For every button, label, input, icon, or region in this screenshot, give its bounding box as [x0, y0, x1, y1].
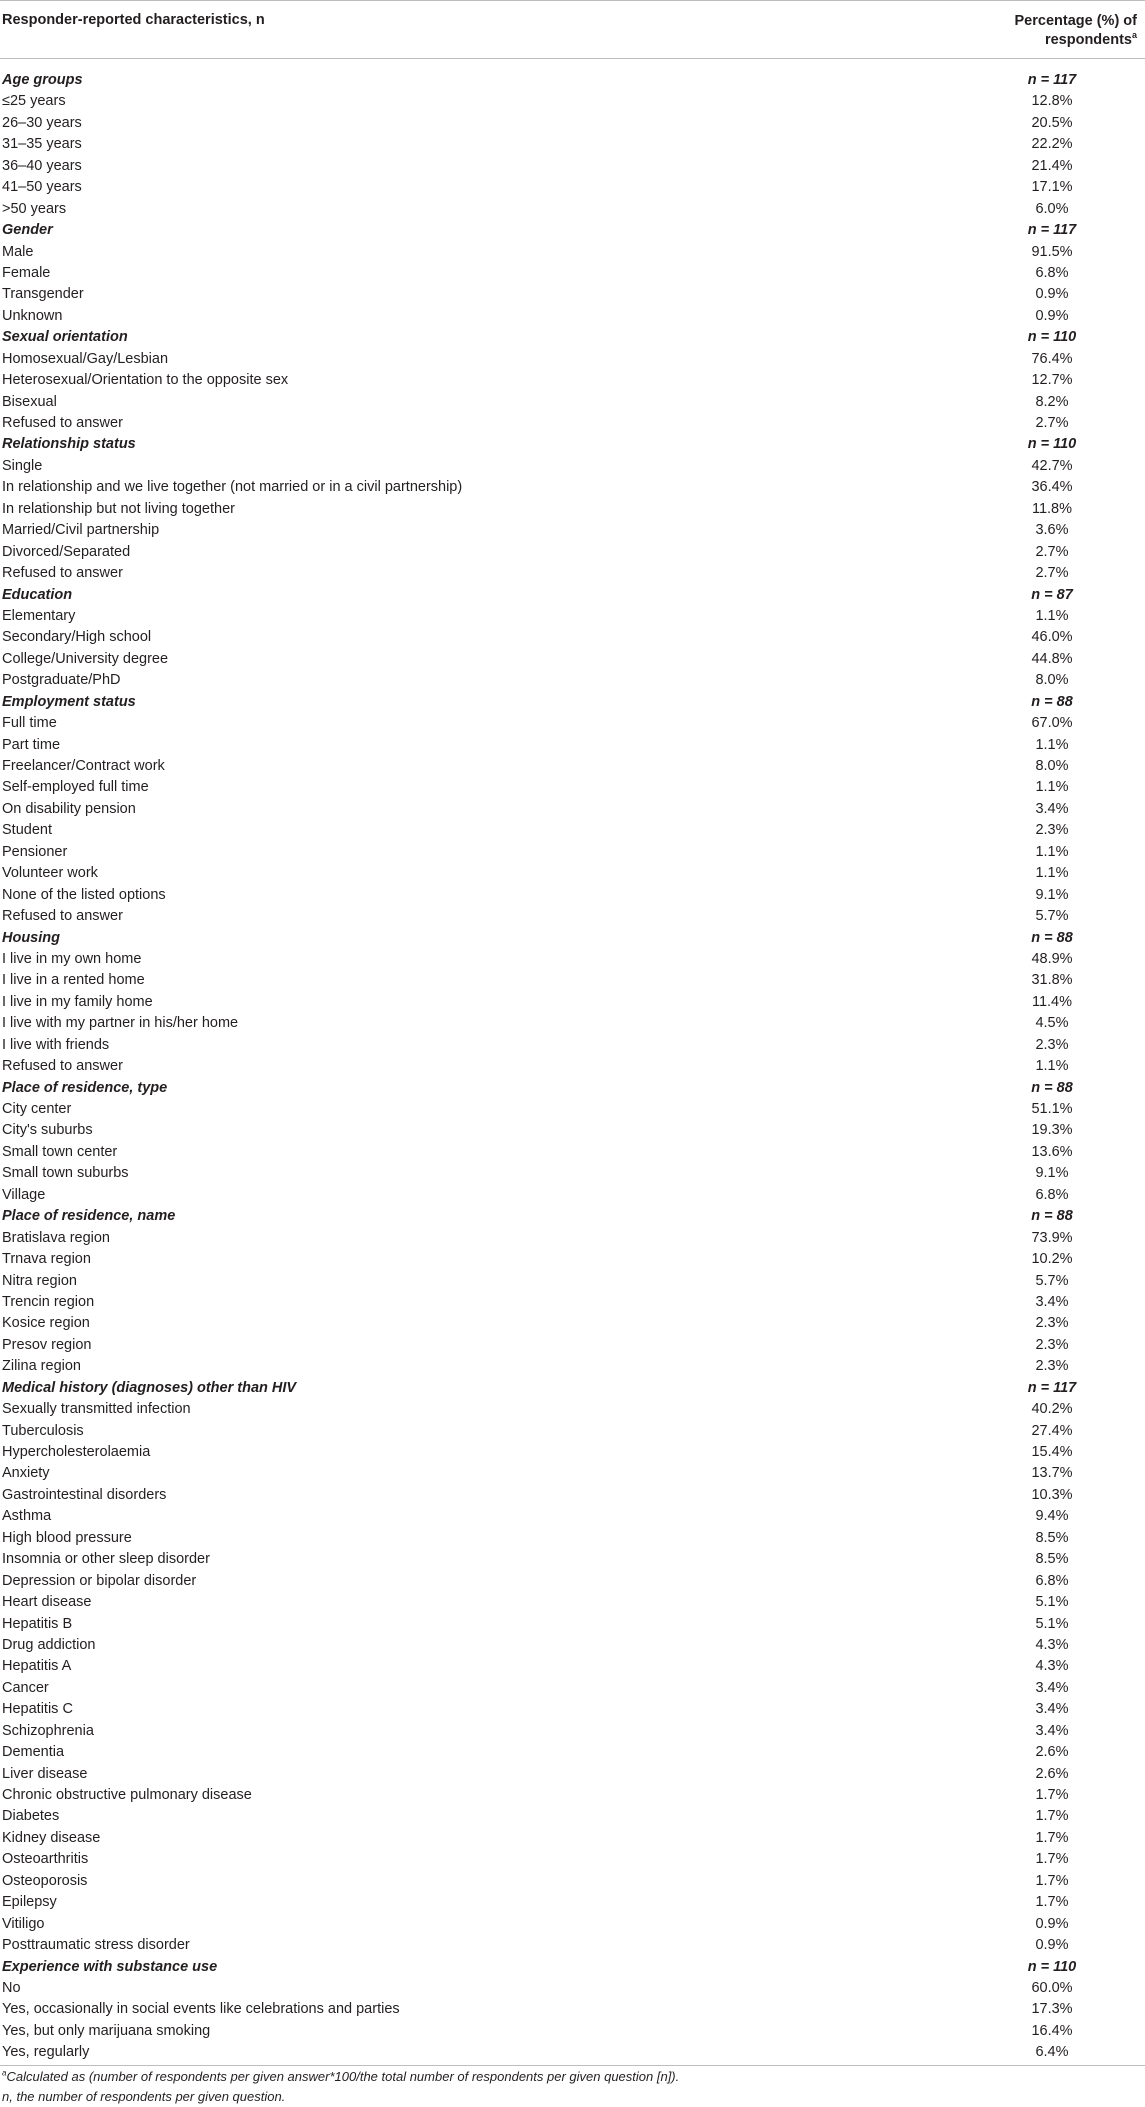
row-percentage: 42.7%	[1031, 457, 1073, 474]
row-characteristic: Full time	[2, 715, 57, 732]
row-characteristic: Part time	[2, 736, 61, 753]
table-row	[0, 1678, 1145, 1699]
row-percentage: 8.2%	[1035, 393, 1069, 410]
section-header-row	[0, 1206, 1145, 1227]
table-row	[0, 156, 1145, 177]
percentage-header-line2: respondents	[1044, 32, 1132, 48]
row-characteristic: In relationship but not living together	[2, 500, 235, 517]
row-percentage: 1.7%	[1035, 1872, 1069, 1889]
row-characteristic: Self-employed full time	[2, 779, 149, 796]
row-characteristic: Married/Civil partnership	[2, 522, 160, 539]
row-characteristic: Yes, occasionally in social events like celebrations and parties	[2, 2001, 400, 2018]
row-percentage: 13.7%	[1031, 1465, 1073, 1482]
table-row	[0, 1614, 1145, 1635]
row-characteristic: Trnava region	[2, 1251, 91, 1268]
row-characteristic: On disability pension	[2, 800, 136, 817]
row-characteristic: Student	[2, 822, 52, 839]
row-percentage: 76.4%	[1031, 350, 1073, 367]
table-row	[0, 842, 1145, 863]
table-row	[0, 1699, 1145, 1720]
section-header-row	[0, 327, 1145, 348]
table-row	[0, 542, 1145, 563]
percentage-header-line1: Percentage (%) of	[1014, 13, 1137, 29]
row-characteristic: Transgender	[2, 286, 84, 303]
table-row	[0, 1292, 1145, 1313]
section-n-count: n = 110	[1027, 436, 1077, 453]
table-row	[0, 520, 1145, 541]
row-percentage: 2.7%	[1035, 565, 1069, 582]
table-row	[0, 1249, 1145, 1270]
table-row	[0, 1056, 1145, 1077]
table-body	[0, 70, 1145, 2064]
row-percentage: 4.5%	[1035, 1015, 1069, 1032]
section-title: Medical history (diagnoses) other than HIV	[2, 1379, 297, 1396]
section-title: Place of residence, type	[2, 1079, 168, 1096]
row-characteristic: Trencin region	[2, 1293, 95, 1310]
table-row	[0, 1142, 1145, 1163]
row-characteristic: Homosexual/Gay/Lesbian	[2, 350, 169, 367]
row-percentage: 1.7%	[1035, 1829, 1069, 1846]
table-header	[0, 1, 1145, 59]
section-header-row	[0, 585, 1145, 606]
section-n-count: n = 110	[1027, 1958, 1077, 1975]
row-characteristic: Schizophrenia	[2, 1722, 94, 1739]
row-characteristic: Refused to answer	[2, 908, 123, 925]
row-percentage: 0.9%	[1035, 1937, 1069, 1954]
row-characteristic: Freelancer/Contract work	[2, 758, 165, 774]
row-percentage: 3.4%	[1035, 1701, 1069, 1718]
section-title: Place of residence, name	[2, 1208, 176, 1225]
row-characteristic: >50 years	[2, 200, 67, 217]
row-characteristic: ≤25 years	[2, 93, 66, 110]
row-characteristic: No	[2, 1979, 21, 1996]
row-characteristic: Village	[2, 1186, 46, 1203]
table-row	[0, 1999, 1145, 2020]
row-characteristic: Small town suburbs	[2, 1165, 129, 1182]
row-characteristic: Yes, but only marijuana smoking	[2, 2022, 211, 2039]
row-characteristic: City center	[2, 1101, 72, 1117]
row-percentage: 22.2%	[1031, 136, 1073, 153]
row-percentage: 15.4%	[1031, 1444, 1073, 1460]
row-characteristic: Zilina region	[2, 1358, 81, 1375]
section-header-row	[0, 692, 1145, 713]
row-percentage: 8.5%	[1035, 1529, 1069, 1546]
table-row	[0, 370, 1145, 391]
row-percentage: 6.8%	[1035, 264, 1069, 281]
row-characteristic: Drug addiction	[2, 1636, 96, 1653]
section-header-row	[0, 1378, 1145, 1399]
table-row	[0, 1935, 1145, 1956]
table-row	[0, 992, 1145, 1013]
footnote-calc-text: Calculated as (number of respondents per given answer*100/the total number of respondents per given question [n]).	[6, 2069, 680, 2084]
section-header-row	[0, 928, 1145, 949]
row-percentage: 2.7%	[1035, 543, 1069, 560]
table-row	[0, 392, 1145, 413]
table-row	[0, 1013, 1145, 1034]
row-characteristic: Dementia	[2, 1744, 65, 1761]
table-row	[0, 1635, 1145, 1656]
row-characteristic: Hepatitis C	[2, 1701, 73, 1718]
section-header-row	[0, 1957, 1145, 1978]
row-characteristic: Heart disease	[2, 1594, 92, 1611]
row-characteristic: Osteoarthritis	[2, 1851, 89, 1868]
row-characteristic: Postgraduate/PhD	[2, 672, 121, 689]
table-row	[0, 820, 1145, 841]
table-row	[0, 606, 1145, 627]
row-characteristic: I live in my family home	[2, 993, 153, 1010]
row-percentage: 11.4%	[1031, 993, 1073, 1010]
row-percentage: 9.4%	[1035, 1508, 1069, 1525]
row-percentage: 48.9%	[1031, 950, 1073, 967]
section-title: Housing	[2, 929, 60, 946]
row-percentage: 6.4%	[1035, 2044, 1069, 2061]
table-row	[0, 1914, 1145, 1935]
table-row	[0, 1871, 1145, 1892]
table-row	[0, 777, 1145, 798]
row-percentage: 4.3%	[1035, 1658, 1069, 1675]
footnote-n-definition: n, the number of respondents per given question.	[2, 2089, 286, 2104]
row-percentage: 3.6%	[1035, 522, 1069, 539]
table-row	[0, 1099, 1145, 1120]
row-characteristic: Unknown	[2, 307, 63, 324]
row-characteristic: Kosice region	[2, 1315, 90, 1332]
table-row	[0, 1806, 1145, 1827]
row-characteristic: I live in my own home	[2, 950, 142, 967]
table-row	[0, 1120, 1145, 1141]
table-row	[0, 1592, 1145, 1613]
row-percentage: 2.6%	[1035, 1765, 1069, 1782]
table-row	[0, 885, 1145, 906]
row-characteristic: Gastrointestinal disorders	[2, 1486, 167, 1503]
table-row	[0, 563, 1145, 584]
row-characteristic: Diabetes	[2, 1808, 60, 1825]
row-percentage: 8.0%	[1035, 758, 1069, 774]
section-n-count: n = 88	[1031, 1079, 1073, 1096]
table-row	[0, 2021, 1145, 2042]
section-n-count: n = 117	[1027, 72, 1077, 88]
row-percentage: 2.7%	[1035, 415, 1069, 431]
table-row	[0, 735, 1145, 756]
row-percentage: 3.4%	[1035, 800, 1069, 817]
table-row	[0, 1399, 1145, 1420]
table-row	[0, 649, 1145, 670]
row-characteristic: Cancer	[2, 1679, 49, 1696]
row-percentage: 6.8%	[1035, 1186, 1069, 1203]
table-bottom-rule	[0, 2065, 1145, 2066]
row-percentage: 2.3%	[1035, 1036, 1069, 1053]
table-row	[0, 456, 1145, 477]
row-characteristic: In relationship and we live together (not married or in a civil partnership)	[2, 479, 463, 496]
row-percentage: 16.4%	[1031, 2022, 1073, 2039]
row-percentage: 91.5%	[1031, 243, 1073, 260]
row-percentage: 44.8%	[1031, 650, 1073, 667]
row-percentage: 12.7%	[1031, 372, 1073, 389]
row-characteristic: Hypercholesterolaemia	[2, 1444, 151, 1460]
row-percentage: 67.0%	[1031, 715, 1073, 732]
row-percentage: 8.5%	[1035, 1551, 1069, 1568]
row-percentage: 40.2%	[1031, 1401, 1073, 1418]
section-header-row	[0, 434, 1145, 455]
row-percentage: 6.0%	[1035, 200, 1069, 217]
row-characteristic: Secondary/High school	[2, 629, 152, 646]
table-row	[0, 1271, 1145, 1292]
row-percentage: 2.3%	[1035, 1358, 1069, 1375]
footnote-marker: a	[1131, 30, 1137, 41]
row-percentage: 1.7%	[1035, 1851, 1069, 1868]
section-title: Relationship status	[2, 436, 136, 453]
row-percentage: 20.5%	[1031, 114, 1073, 131]
table-row	[0, 970, 1145, 991]
row-percentage: 0.9%	[1035, 307, 1069, 324]
section-title: Age groups	[2, 72, 83, 88]
table-row	[0, 1313, 1145, 1334]
row-percentage: 17.3%	[1031, 2001, 1073, 2018]
row-characteristic: Epilepsy	[2, 1894, 57, 1911]
row-percentage: 2.3%	[1035, 1336, 1069, 1353]
row-percentage: 36.4%	[1031, 479, 1073, 496]
table-row	[0, 1356, 1145, 1377]
row-percentage: 46.0%	[1031, 629, 1073, 646]
table-row	[0, 1549, 1145, 1570]
row-characteristic: Divorced/Separated	[2, 543, 131, 560]
row-characteristic: I live with friends	[2, 1036, 110, 1053]
row-characteristic: Sexually transmitted infection	[2, 1401, 191, 1418]
row-characteristic: Bratislava region	[2, 1229, 110, 1246]
table-row	[0, 1721, 1145, 1742]
section-title: Education	[2, 586, 73, 603]
row-characteristic: Pensioner	[2, 843, 68, 860]
table-row	[0, 949, 1145, 970]
table-row	[0, 1421, 1145, 1442]
row-percentage: 5.1%	[1035, 1615, 1069, 1632]
table-row	[0, 1656, 1145, 1677]
row-characteristic: Presov region	[2, 1336, 92, 1353]
table-row	[0, 413, 1145, 434]
row-percentage: 5.7%	[1035, 1272, 1069, 1289]
row-percentage: 1.7%	[1035, 1808, 1069, 1825]
table-row	[0, 134, 1145, 155]
table-row	[0, 1163, 1145, 1184]
section-n-count: n = 88	[1031, 693, 1073, 710]
table-row	[0, 1463, 1145, 1484]
row-percentage: 0.9%	[1035, 1915, 1069, 1932]
table-row	[0, 756, 1145, 777]
table-row	[0, 1892, 1145, 1913]
row-characteristic: Volunteer work	[2, 865, 98, 882]
row-percentage: 5.1%	[1035, 1594, 1069, 1611]
row-characteristic: I live in a rented home	[2, 972, 145, 989]
section-n-count: n = 117	[1027, 222, 1077, 239]
table-row	[0, 906, 1145, 927]
row-characteristic: Liver disease	[2, 1765, 88, 1782]
section-header-row	[0, 1078, 1145, 1099]
table-row	[0, 1849, 1145, 1870]
table-row	[0, 713, 1145, 734]
row-percentage: 2.3%	[1035, 1315, 1069, 1332]
footnote-calculation	[2, 2067, 679, 2087]
row-characteristic: None of the listed options	[2, 886, 166, 903]
row-percentage: 9.1%	[1035, 1165, 1069, 1182]
section-n-count: n = 117	[1027, 1379, 1077, 1396]
row-percentage: 11.8%	[1031, 500, 1073, 517]
row-percentage: 3.4%	[1035, 1293, 1069, 1310]
row-characteristic: Female	[2, 264, 51, 281]
row-percentage: 8.0%	[1035, 672, 1069, 689]
row-percentage: 5.7%	[1035, 908, 1069, 925]
row-percentage: 3.4%	[1035, 1722, 1069, 1739]
table-row	[0, 627, 1145, 648]
section-n-count: n = 88	[1031, 929, 1073, 946]
table-row	[0, 1506, 1145, 1527]
row-characteristic: Refused to answer	[2, 415, 123, 431]
table-row	[0, 863, 1145, 884]
table-row	[0, 263, 1145, 284]
row-percentage: 21.4%	[1031, 157, 1073, 174]
row-percentage: 3.4%	[1035, 1679, 1069, 1696]
row-percentage: 31.8%	[1031, 972, 1073, 989]
section-title: Sexual orientation	[2, 329, 128, 346]
row-characteristic: Refused to answer	[2, 565, 123, 582]
row-characteristic: Asthma	[2, 1508, 52, 1525]
row-percentage: 1.1%	[1035, 779, 1069, 796]
table-row	[0, 91, 1145, 112]
section-header-row	[0, 70, 1145, 91]
table-row	[0, 1185, 1145, 1206]
row-percentage: 10.2%	[1031, 1251, 1073, 1268]
table-row	[0, 284, 1145, 305]
table-row	[0, 306, 1145, 327]
row-percentage: 1.7%	[1035, 1787, 1069, 1803]
row-characteristic: Depression or bipolar disorder	[2, 1572, 197, 1589]
row-characteristic: Hepatitis A	[2, 1658, 72, 1675]
table-row	[0, 199, 1145, 220]
row-characteristic: Nitra region	[2, 1272, 77, 1289]
row-percentage: 0.9%	[1035, 286, 1069, 303]
row-percentage: 13.6%	[1031, 1143, 1073, 1160]
row-characteristic: Tuberculosis	[2, 1422, 84, 1439]
characteristic-column-header: Responder-reported characteristics, n	[2, 12, 265, 28]
row-percentage: 9.1%	[1035, 886, 1069, 903]
row-characteristic: Small town center	[2, 1143, 118, 1160]
row-percentage: 4.3%	[1035, 1636, 1069, 1653]
row-characteristic: Anxiety	[2, 1465, 50, 1482]
row-characteristic: Refused to answer	[2, 1058, 123, 1075]
section-header-row	[0, 220, 1145, 241]
section-title: Gender	[2, 222, 53, 239]
row-percentage: 6.8%	[1035, 1572, 1069, 1589]
row-percentage: 19.3%	[1031, 1122, 1073, 1139]
section-n-count: n = 88	[1031, 1208, 1073, 1225]
table-row	[0, 670, 1145, 691]
table-row	[0, 1571, 1145, 1592]
row-characteristic: Bisexual	[2, 393, 57, 410]
row-percentage: 1.1%	[1035, 607, 1069, 624]
table-row	[0, 799, 1145, 820]
row-characteristic: High blood pressure	[2, 1529, 132, 1546]
table-row	[0, 242, 1145, 263]
table-row	[0, 1442, 1145, 1463]
table-row	[0, 113, 1145, 134]
row-characteristic: College/University degree	[2, 650, 169, 667]
row-characteristic: Hepatitis B	[2, 1615, 73, 1632]
section-title: Employment status	[2, 693, 136, 710]
percentage-column-header	[1015, 12, 1137, 50]
table-row	[0, 1764, 1145, 1785]
table-row	[0, 177, 1145, 198]
table-row	[0, 1785, 1145, 1806]
row-percentage: 73.9%	[1031, 1229, 1073, 1246]
row-percentage: 1.7%	[1035, 1894, 1069, 1911]
row-percentage: 60.0%	[1031, 1979, 1073, 1996]
table-row	[0, 1528, 1145, 1549]
row-characteristic: 36–40 years	[2, 157, 82, 174]
row-characteristic: Male	[2, 243, 34, 260]
row-percentage: 27.4%	[1031, 1422, 1073, 1439]
row-percentage: 17.1%	[1031, 179, 1073, 196]
row-characteristic: City's suburbs	[2, 1122, 93, 1139]
table-row	[0, 2042, 1145, 2063]
table-row	[0, 1742, 1145, 1763]
table-row	[0, 1228, 1145, 1249]
table-row	[0, 477, 1145, 498]
table-row	[0, 1485, 1145, 1506]
section-n-count: n = 110	[1027, 329, 1077, 346]
table-footnotes	[2, 2067, 679, 2107]
table-row	[0, 1978, 1145, 1999]
row-percentage: 1.1%	[1035, 843, 1069, 860]
row-characteristic: Single	[2, 457, 43, 474]
row-characteristic: Chronic obstructive pulmonary disease	[2, 1787, 252, 1803]
row-characteristic: Heterosexual/Orientation to the opposite sex	[2, 372, 289, 389]
row-characteristic: Insomnia or other sleep disorder	[2, 1551, 210, 1568]
row-characteristic: Yes, regularly	[2, 2044, 90, 2061]
row-percentage: 10.3%	[1031, 1486, 1073, 1503]
row-characteristic: 41–50 years	[2, 179, 82, 196]
row-characteristic: Posttraumatic stress disorder	[2, 1937, 190, 1954]
row-percentage: 12.8%	[1031, 93, 1073, 110]
row-characteristic: I live with my partner in his/her home	[2, 1015, 239, 1032]
row-percentage: 51.1%	[1031, 1101, 1073, 1117]
row-characteristic: Kidney disease	[2, 1829, 101, 1846]
row-characteristic: Vitiligo	[2, 1915, 45, 1932]
row-characteristic: 26–30 years	[2, 114, 82, 131]
row-percentage: 2.3%	[1035, 822, 1069, 839]
row-percentage: 2.6%	[1035, 1744, 1069, 1761]
table-row	[0, 1828, 1145, 1849]
footnote-calc-marker: a	[2, 2068, 7, 2078]
table-row	[0, 499, 1145, 520]
row-characteristic: 31–35 years	[2, 136, 82, 153]
row-characteristic: Osteoporosis	[2, 1872, 88, 1889]
row-characteristic: Elementary	[2, 607, 76, 624]
row-percentage: 1.1%	[1035, 865, 1069, 882]
row-percentage: 1.1%	[1035, 736, 1069, 753]
row-percentage: 1.1%	[1035, 1058, 1069, 1075]
table-row	[0, 1335, 1145, 1356]
table-row	[0, 349, 1145, 370]
section-n-count: n = 87	[1031, 586, 1073, 603]
table-row	[0, 1035, 1145, 1056]
section-title: Experience with substance use	[2, 1958, 218, 1975]
